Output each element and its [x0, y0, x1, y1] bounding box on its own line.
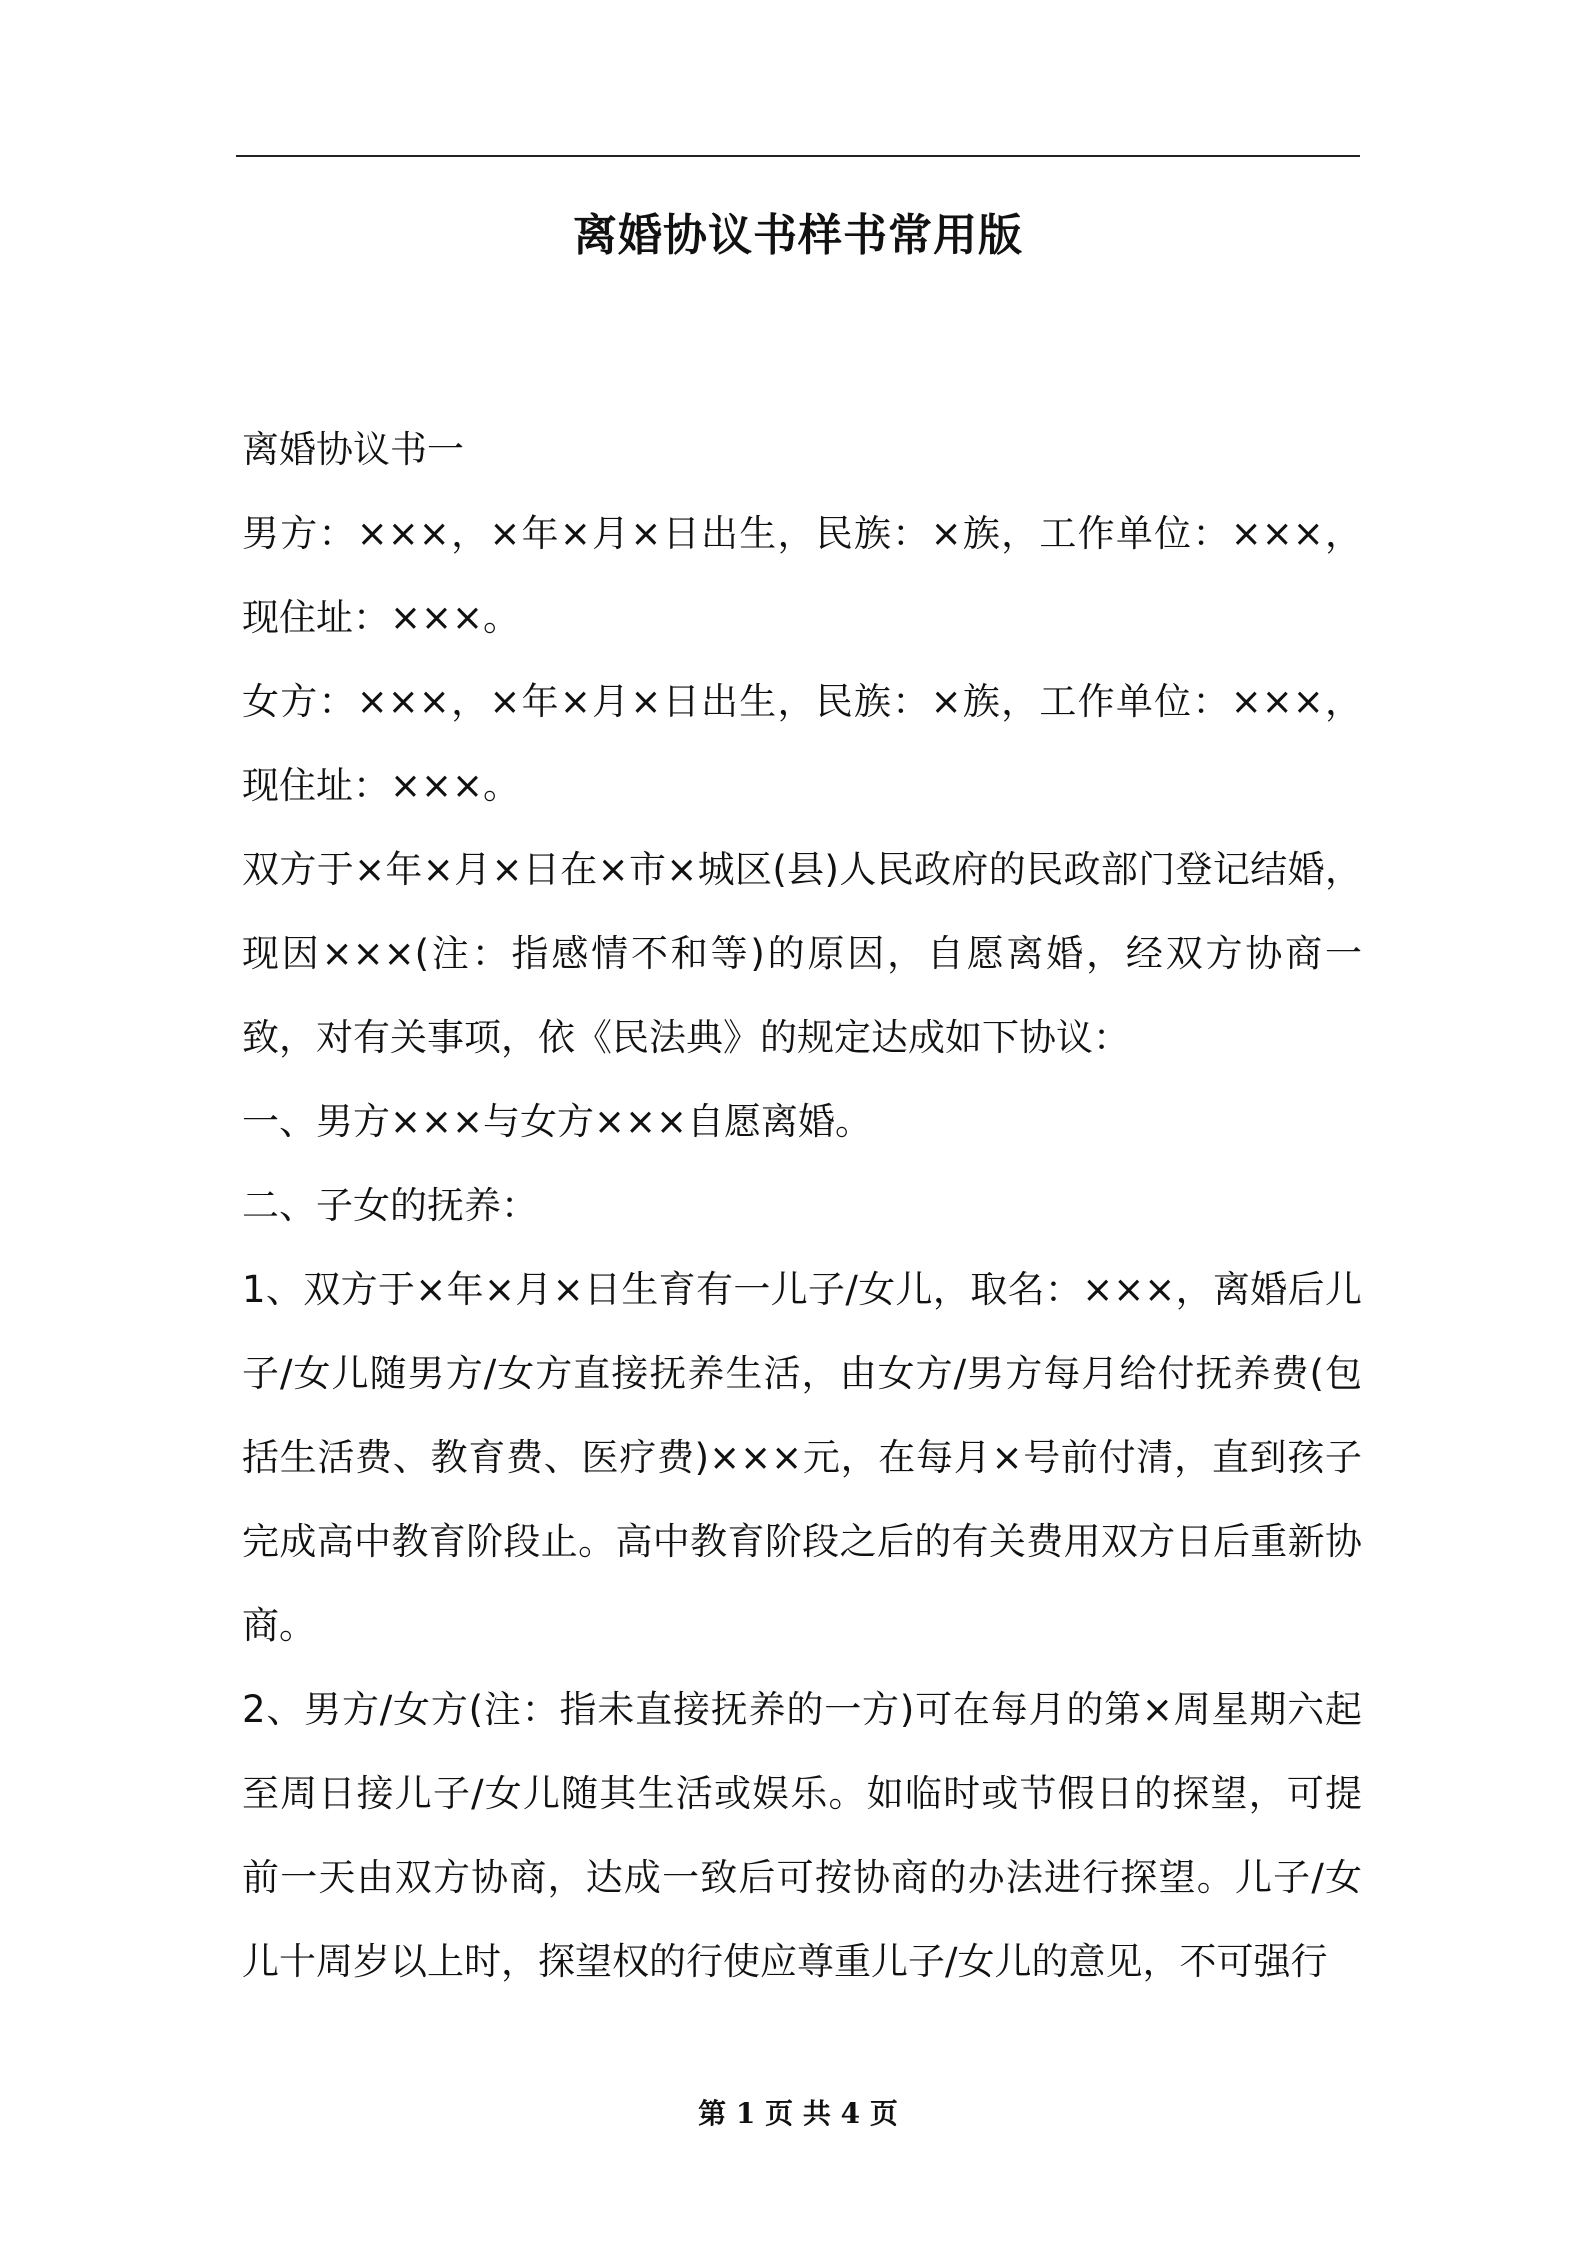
clause-1-divorce: 一、男方×××与女方×××自愿离婚。 [242, 1100, 873, 1143]
header-rule [236, 155, 1360, 157]
clause-2-heading: 二、子女的抚养： [242, 1184, 538, 1227]
section-heading: 离婚协议书一 [242, 428, 464, 471]
document-title: 离婚协议书样书常用版 [573, 210, 1023, 261]
clause-2-item-1: 1、双方于×年×月×日生育有一儿子/女儿，取名：×××，离婚后儿子/女儿随男方/女方直接抚养生活，由女方/男方每月给付抚养费(包括生活费、教育费、医疗费)×××元，在每月×号前付清，直到孩子完成高中教育阶段止。高中教育阶段之后的有关费用双方日后重新协商。 [242, 1268, 1362, 1647]
paragraph-female-party: 女方：×××，×年×月×日出生，民族：×族，工作单位：×××，现住址：×××。 [242, 680, 1362, 807]
clause-2-item-2: 2、男方/女方(注：指未直接抚养的一方)可在每月的第×周星期六起至周日接儿子/女儿随其生活或娱乐。如临时或节假日的探望，可提前一天由双方协商，达成一致后可按协商的办法进行探望。儿子/女儿十周岁以上时，探望权的行使应尊重儿子/女儿的意见，不可强行 [242, 1688, 1362, 1983]
page-number: 第 1 页 共 4 页 [698, 2097, 898, 2130]
paragraph-preamble: 双方于×年×月×日在×市×城区(县)人民政府的民政部门登记结婚，现因×××(注：指感情不和等)的原因，自愿离婚，经双方协商一致，对有关事项，依《民法典》的规定达成如下协议： [242, 848, 1362, 1059]
document-body [242, 408, 1362, 2004]
paragraph-male-party: 男方：×××，×年×月×日出生，民族：×族，工作单位：×××，现住址：×××。 [242, 512, 1362, 639]
